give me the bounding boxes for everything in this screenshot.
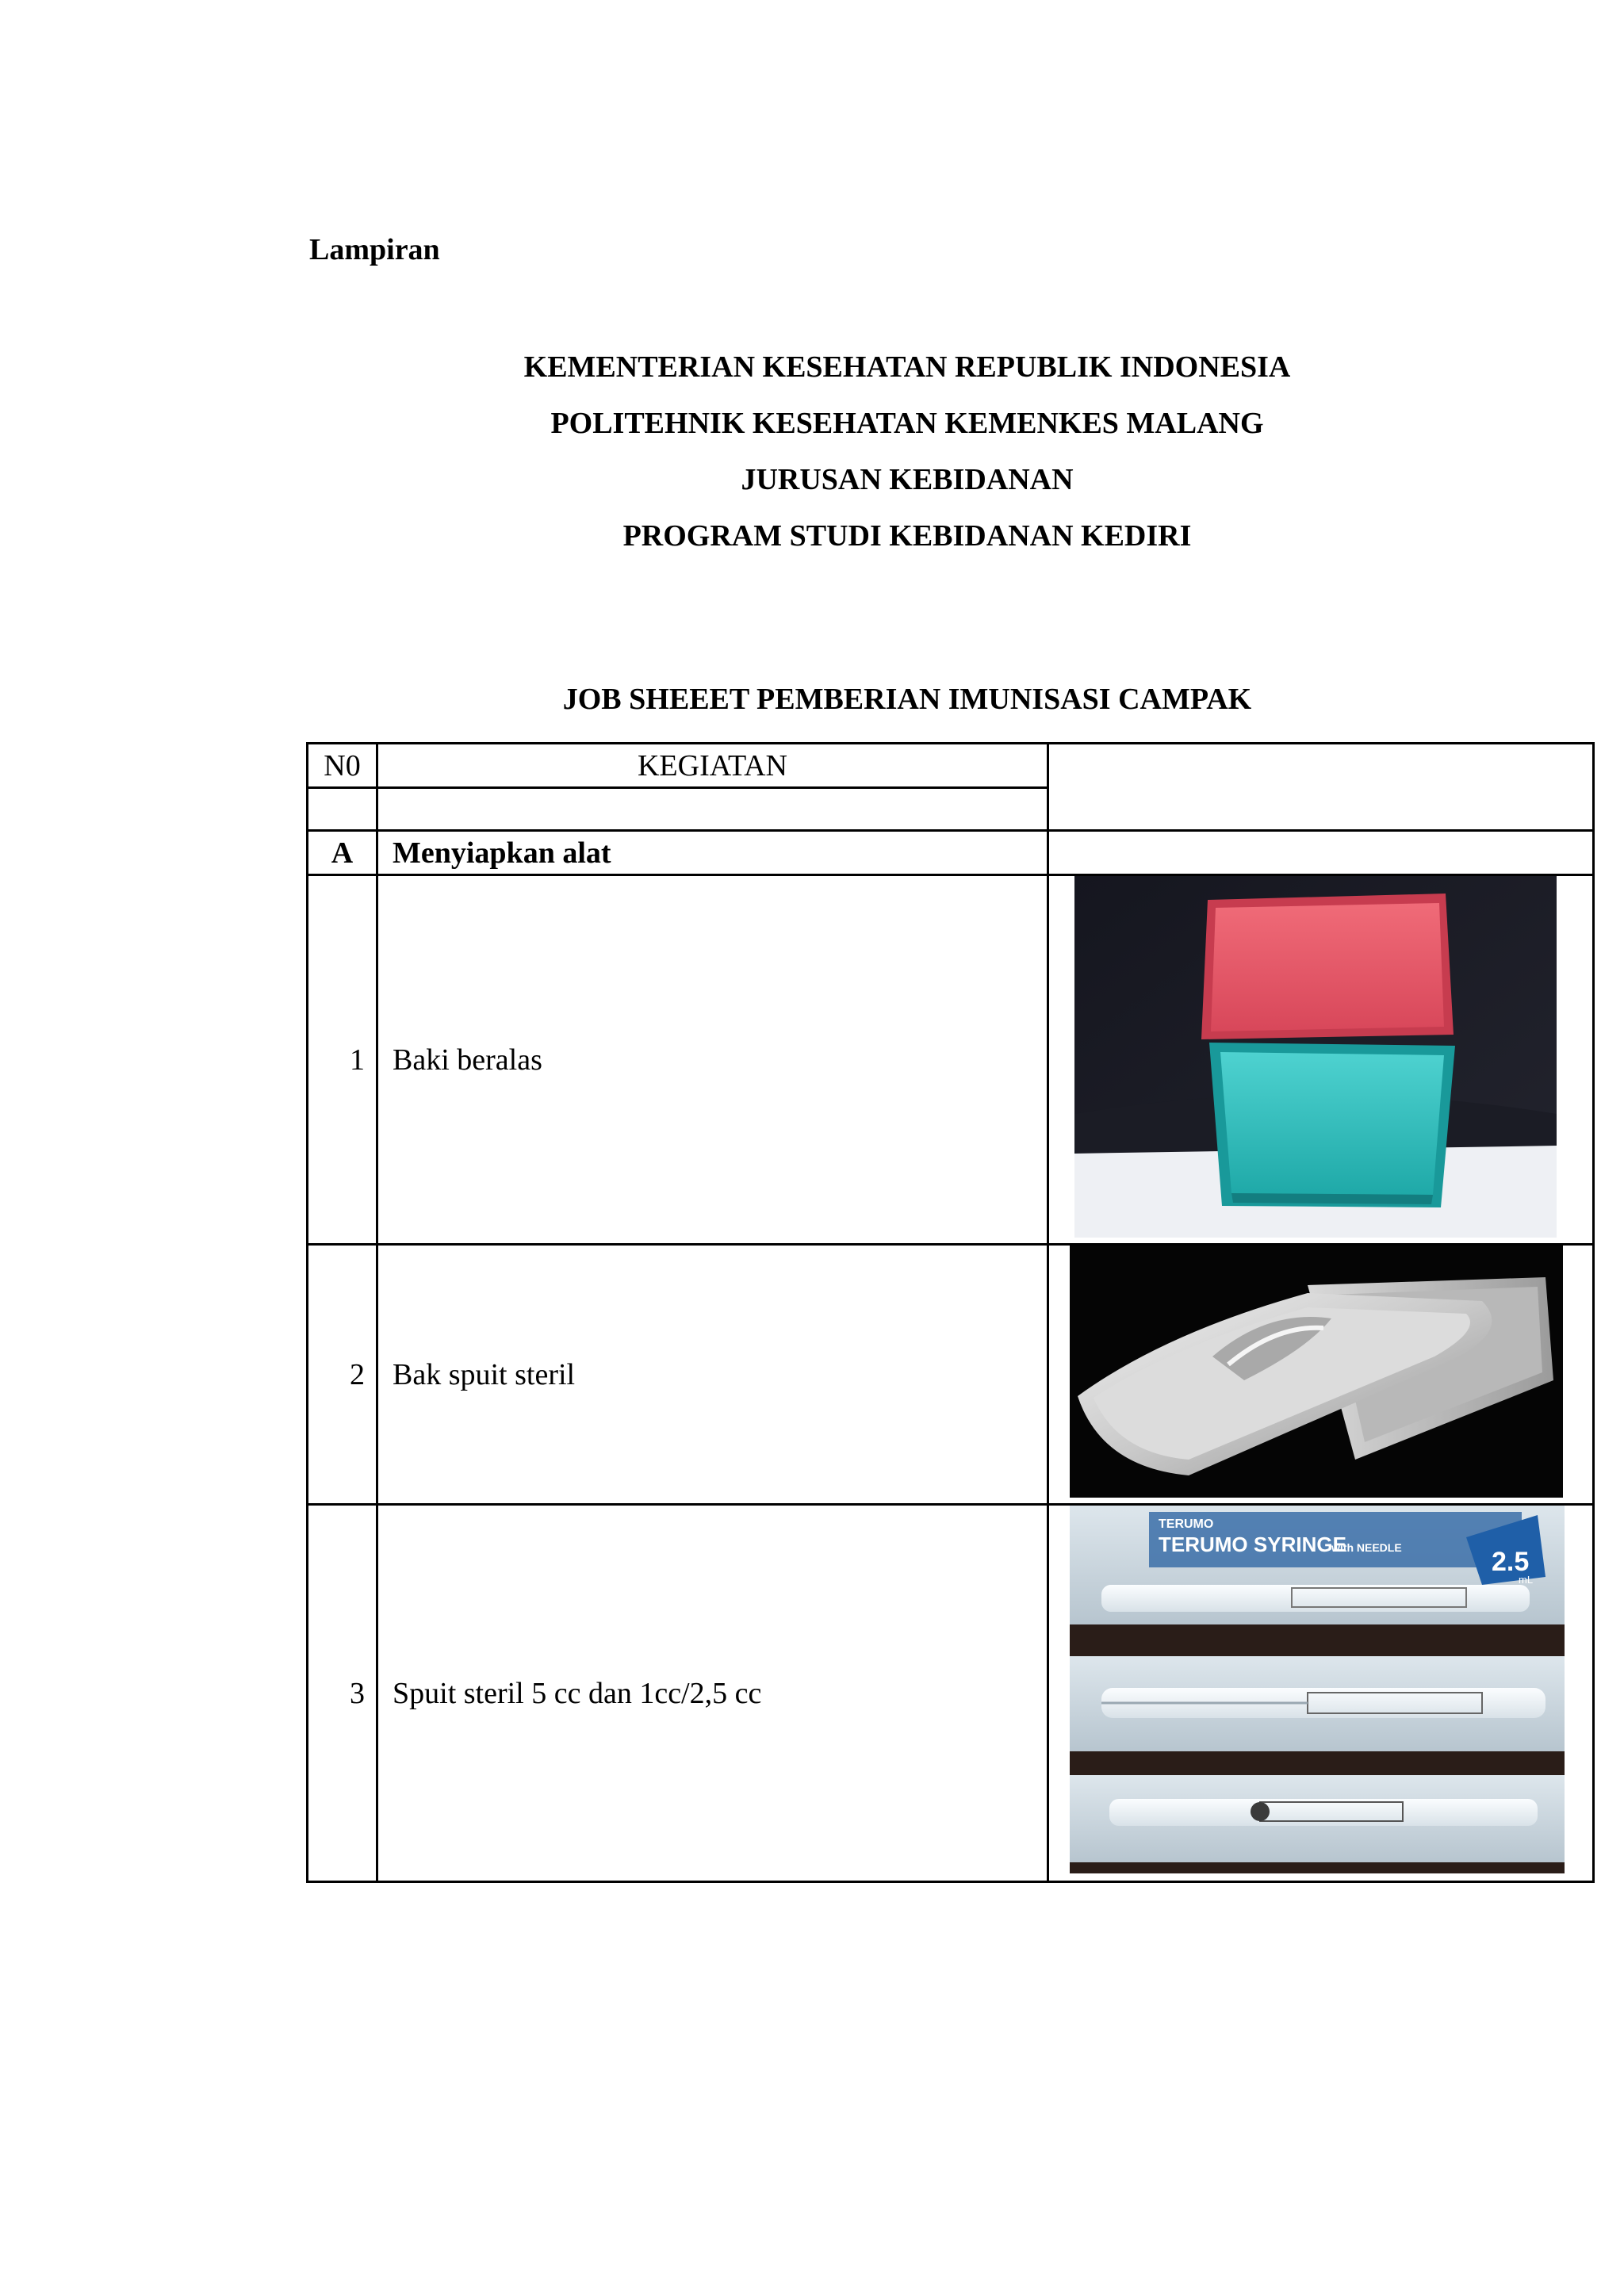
package-product: TERUMO SYRINGE <box>1159 1533 1346 1556</box>
row-image-cell <box>1048 1245 1594 1505</box>
syringe-package-middle <box>1070 1656 1565 1751</box>
row-number: 3 <box>308 1505 377 1882</box>
job-sheet-title: JOB SHEEET PEMBERIAN IMUNISASI CAMPAK <box>562 683 1252 716</box>
section-letter: A <box>308 831 377 875</box>
table-header-row <box>308 744 1594 788</box>
table-row <box>308 1505 1594 1882</box>
column-header-kegiatan: KEGIATAN <box>377 744 1048 788</box>
row-kegiatan: Spuit steril 5 cc dan 1cc/2,5 cc <box>377 1505 1048 1882</box>
table-row <box>308 875 1594 1245</box>
syringe-photo <box>1070 1506 1565 1873</box>
row-image-cell <box>1048 1505 1594 1882</box>
syringe-package-top <box>1070 1506 1565 1624</box>
section-image-cell <box>1048 831 1594 875</box>
syringe-photo-svg <box>1070 1506 1565 1873</box>
header-ministry: KEMENTERIAN KESEHATAN REPUBLIK INDONESIA <box>523 350 1291 384</box>
header-subcell-kegiatan <box>377 788 1048 831</box>
teal-tray <box>1209 1043 1455 1207</box>
package-unit: mL <box>1519 1574 1534 1586</box>
red-tray <box>1201 894 1454 1039</box>
lampiran-label: Lampiran <box>309 233 440 266</box>
row-kegiatan: Baki beralas <box>377 875 1048 1245</box>
package-brand: TERUMO <box>1159 1517 1214 1531</box>
column-header-no: N0 <box>308 744 377 788</box>
job-sheet-table <box>306 742 1595 1883</box>
package-variant: with NEEDLE <box>1331 1541 1402 1554</box>
row-number: 2 <box>308 1245 377 1505</box>
row-kegiatan: Bak spuit steril <box>377 1245 1048 1505</box>
header-polytechnic: POLITEHNIK KESEHATAN KEMENKES MALANG <box>550 407 1264 440</box>
table-row <box>308 1245 1594 1505</box>
syringe-package-bottom <box>1070 1775 1565 1862</box>
tray-photo-svg <box>1074 876 1557 1238</box>
column-header-image <box>1048 744 1594 831</box>
package-volume: 2.5 <box>1492 1547 1530 1577</box>
header-department: JURUSAN KEBIDANAN <box>741 463 1074 496</box>
institution-header <box>0 339 1624 564</box>
row-image-cell <box>1048 875 1594 1245</box>
row-number: 1 <box>308 875 377 1245</box>
section-label: Menyiapkan alat <box>377 831 1048 875</box>
header-subcell-no <box>308 788 377 831</box>
tray-photo <box>1074 876 1557 1238</box>
section-row <box>308 831 1594 875</box>
header-program: PROGRAM STUDI KEBIDANAN KEDIRI <box>622 519 1192 553</box>
instrument-tray-photo <box>1070 1246 1563 1498</box>
instrument-tray-photo-svg <box>1070 1246 1563 1498</box>
